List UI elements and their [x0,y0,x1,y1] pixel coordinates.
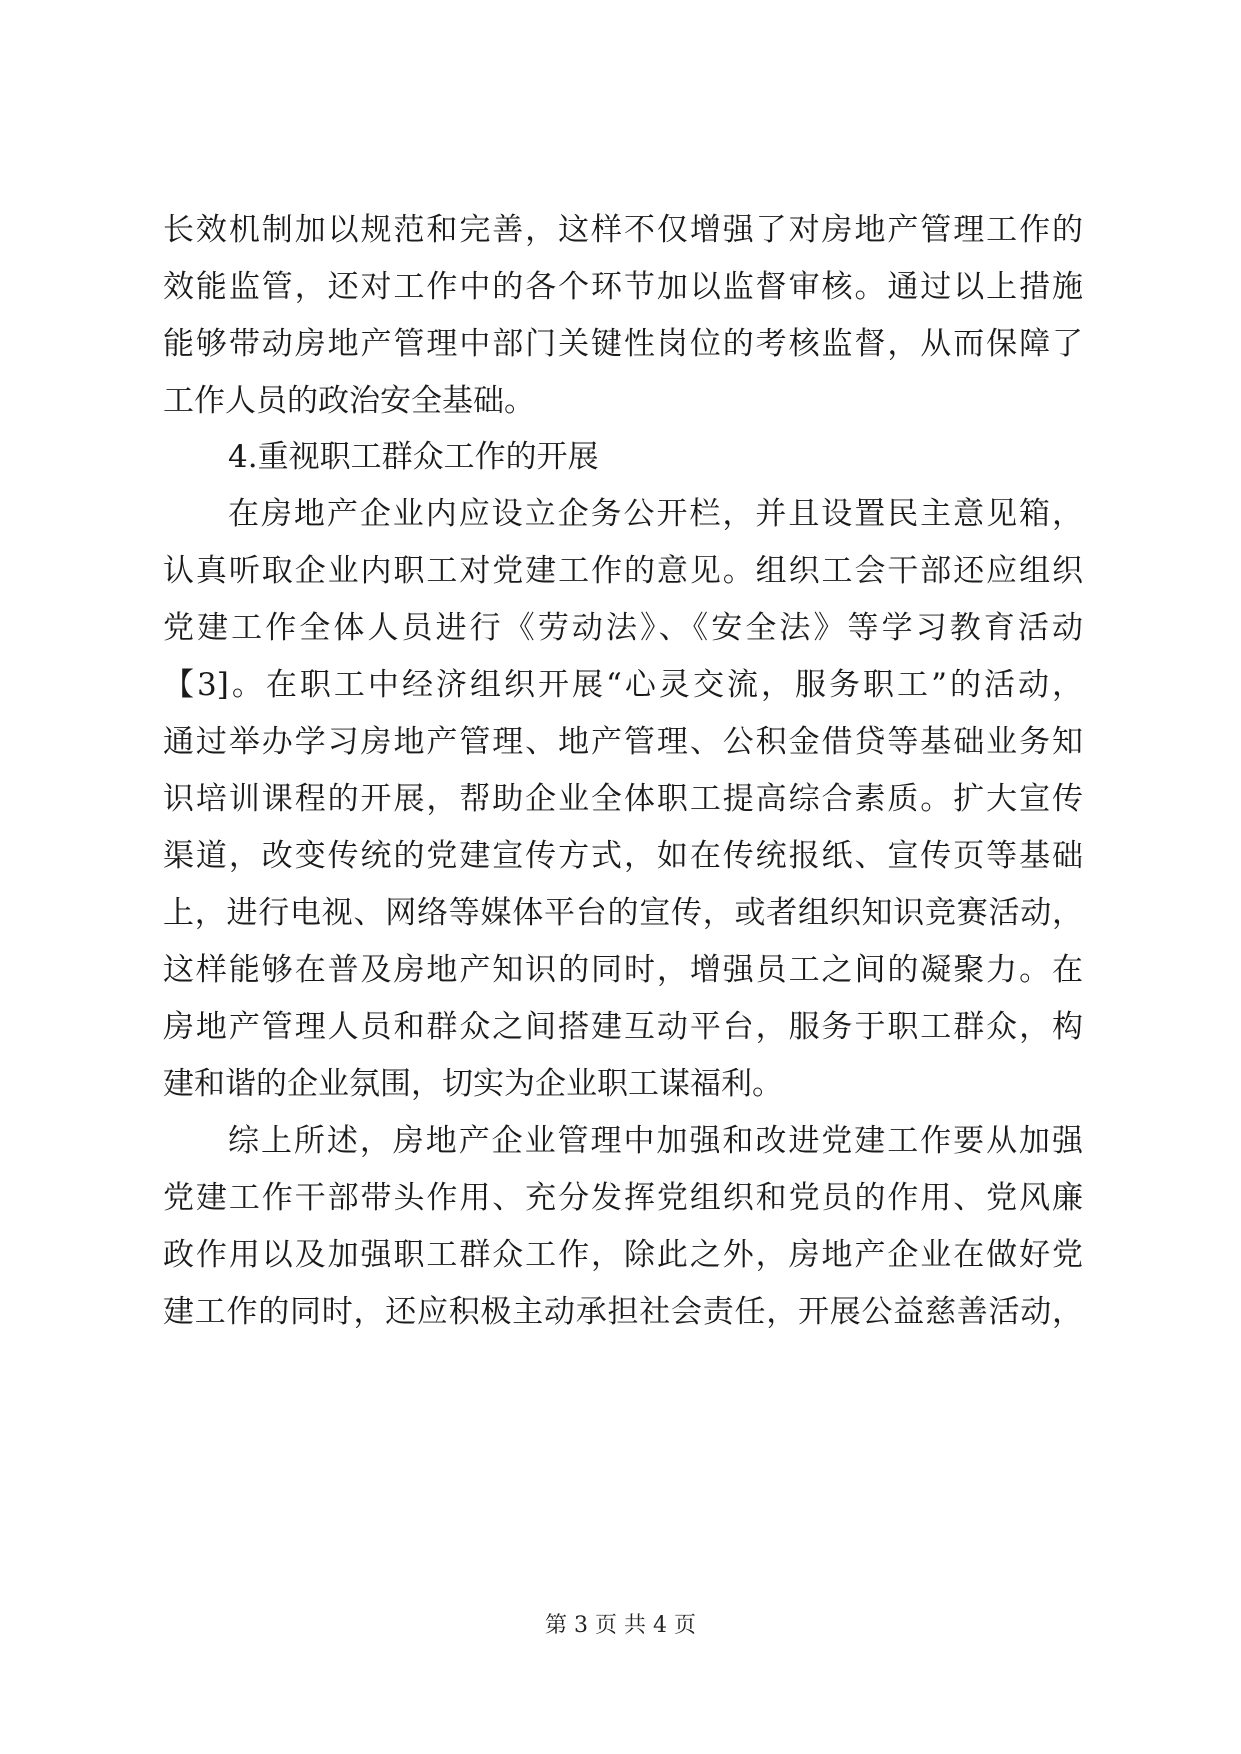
paragraph-line: 能够带动房地产管理中部门关键性岗位的考核监督，从而保障了 [163,326,1083,362]
paragraph-line: 工作人员的政治安全基础。 [163,383,535,419]
paragraph-line: 这样能够在普及房地产知识的同时，增强员工之间的凝聚力。在 [163,952,1083,988]
paragraph-line: 房地产管理人员和群众之间搭建互动平台，服务于职工群众，构 [163,1009,1083,1045]
section-heading: 4.重视职工群众工作的开展 [228,439,599,475]
paragraph-line: 党建工作全体人员进行《劳动法》、《安全法》等学习教育活动 [163,610,1083,646]
paragraph-line: 建工作的同时，还应积极主动承担社会责任，开展公益慈善活动， [163,1294,1083,1330]
paragraph-line: 建和谐的企业氛围，切实为企业职工谋福利。 [163,1066,783,1102]
paragraph-line: 综上所述，房地产企业管理中加强和改进党建工作要从加强 [228,1123,1083,1159]
paragraph-line: 上，进行电视、网络等媒体平台的宣传，或者组织知识竞赛活动， [163,895,1083,931]
paragraph-line: 长效机制加以规范和完善，这样不仅增强了对房地产管理工作的 [163,212,1083,248]
paragraph-line: 【3]。在职工中经济组织开展“心灵交流，服务职工”的活动， [163,667,1083,703]
page-number-footer: 第 3 页 共 4 页 [545,1613,696,1638]
paragraph-line: 政作用以及加强职工群众工作，除此之外，房地产企业在做好党 [163,1237,1083,1273]
paragraph-line: 党建工作干部带头作用、充分发挥党组织和党员的作用、党风廉 [163,1180,1083,1216]
paragraph-line: 效能监管，还对工作中的各个环节加以监督审核。通过以上措施 [163,269,1083,305]
paragraph-line: 识培训课程的开展，帮助企业全体职工提高综合素质。扩大宣传 [163,781,1083,817]
paragraph-line: 在房地产企业内应设立企务公开栏，并且设置民主意见箱， [228,496,1083,532]
paragraph-line: 通过举办学习房地产管理、地产管理、公积金借贷等基础业务知 [163,724,1083,760]
paragraph-line: 渠道，改变传统的党建宣传方式，如在传统报纸、宣传页等基础 [163,838,1083,874]
paragraph-line: 认真听取企业内职工对党建工作的意见。组织工会干部还应组织 [163,553,1083,589]
